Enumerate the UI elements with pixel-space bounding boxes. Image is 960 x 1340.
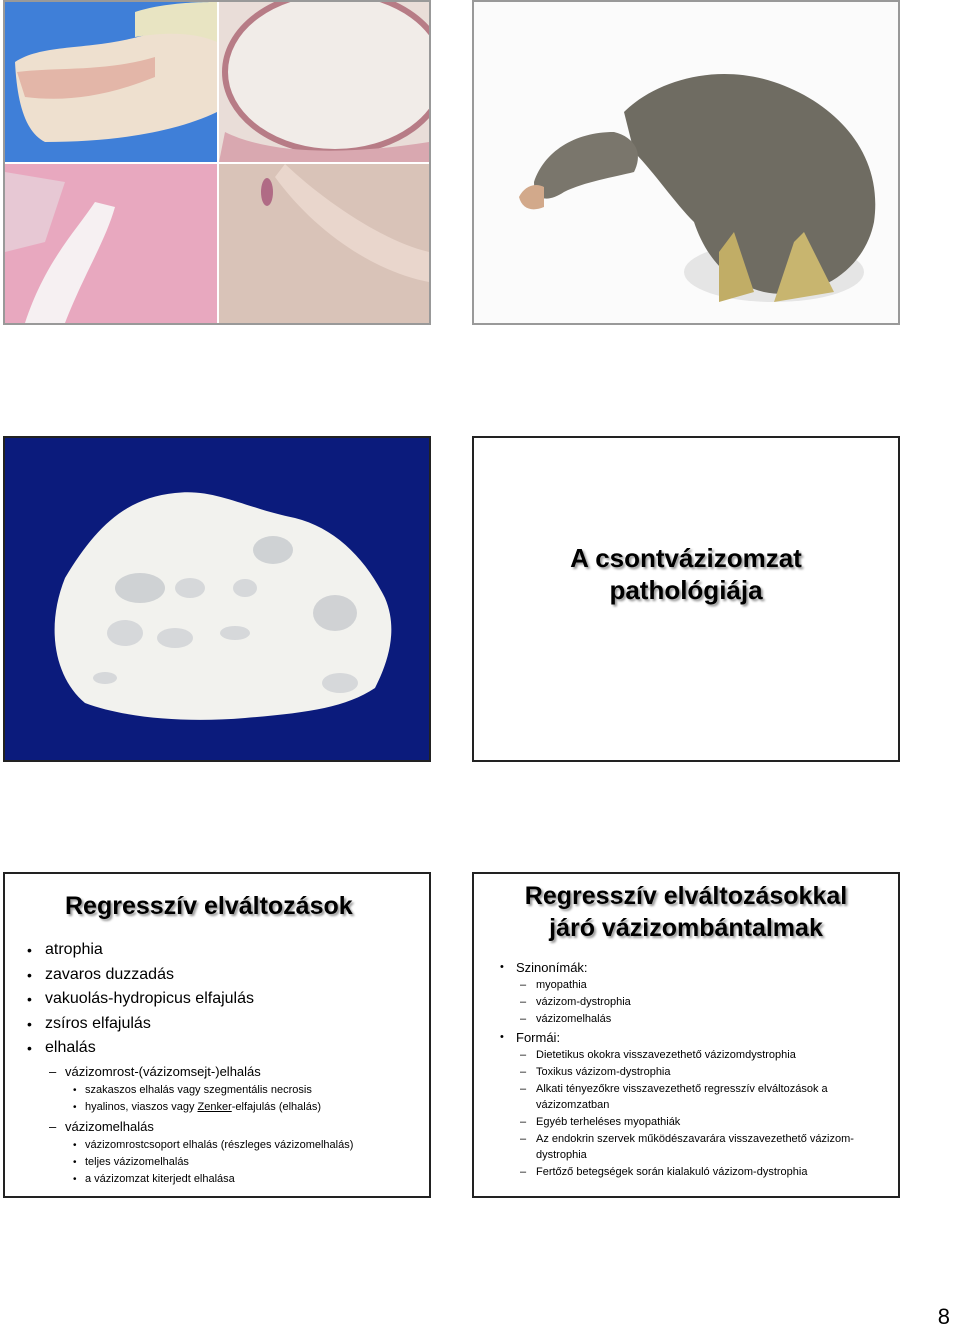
list-item: • zsíros elfajulás [5,1012,429,1037]
list-item: – Egyéb terheléses myopathiák [474,1114,898,1130]
list-item: – Fertőző betegségek során kialakuló vázizom-dystrophia [474,1164,898,1180]
list-item: • a vázizomzat kiterjedt elhalása [5,1171,429,1188]
title-line-2: járó vázizombántalmak [549,914,823,942]
histology-section-2 [5,164,217,323]
page-number: 8 [937,1304,950,1329]
title-line-2: pathológiája [609,575,763,605]
list-item: – Toxikus vázizom-dystrophia [474,1064,898,1080]
list-item-text: hyalinos, viaszos vagy [85,1100,198,1113]
list-item: – vázizom-dystrophia [474,994,898,1010]
list-item-text: -elfajulás (elhalás) [231,1100,322,1113]
slide-1 [3,0,431,325]
slide-1-image-grid [5,2,429,323]
macroscopic-muscle-photo [5,2,217,162]
slide-5-list [5,938,429,1188]
list-item: • elhalás [5,1036,429,1061]
slide-6-list [474,958,898,1181]
title-line-1: A csontvázizomzat [570,543,802,573]
list-item: • vázizomrostcsoport elhalás (részleges vázizomelhalás) [5,1137,429,1154]
list-item: • szakaszos elhalás vagy szegmentális necrosis [5,1082,429,1099]
list-item: – vázizomelhalás [474,1011,898,1027]
title-line-1: Regresszív elváltozásokkal [524,882,848,910]
slide-5 [3,872,431,1198]
list-item: • atrophia [5,938,429,963]
slide-3 [3,436,431,762]
slide-6-title [474,880,898,944]
slide-2 [472,0,900,325]
histology-section-1 [219,2,429,162]
sick-gosling-photo [474,2,898,323]
forms-label: • Formái: [474,1028,898,1047]
list-item: – Az endokrin szervek működészavarára visszavezethető vázizom-dystrophia [474,1131,898,1163]
slide-4-title [474,542,898,606]
list-item [5,1099,429,1116]
histology-section-3 [219,164,429,323]
list-item: • zavaros duzzadás [5,963,429,988]
slide-6 [472,872,900,1198]
slide-5-title: Regresszív elváltozások [65,892,353,920]
list-item: – Dietetikus okokra visszavezethető vázizomdystrophia [474,1047,898,1063]
muscle-cross-section-photo [5,438,429,760]
zenker-underlined-text: Zenker [197,1100,232,1113]
list-item: • vakuolás-hydropicus elfajulás [5,987,429,1012]
synonyms-label: • Szinonímák: [474,958,898,977]
list-item: – vázizomelhalás [5,1116,429,1137]
list-item: • teljes vázizomelhalás [5,1154,429,1171]
list-item: – myopathia [474,977,898,993]
list-item: – Alkati tényezőkre visszavezethető regresszív elváltozások a vázizomzatban [474,1081,898,1113]
slide-4 [472,436,900,762]
list-item: – vázizomrost-(vázizomsejt-)elhalás [5,1061,429,1082]
